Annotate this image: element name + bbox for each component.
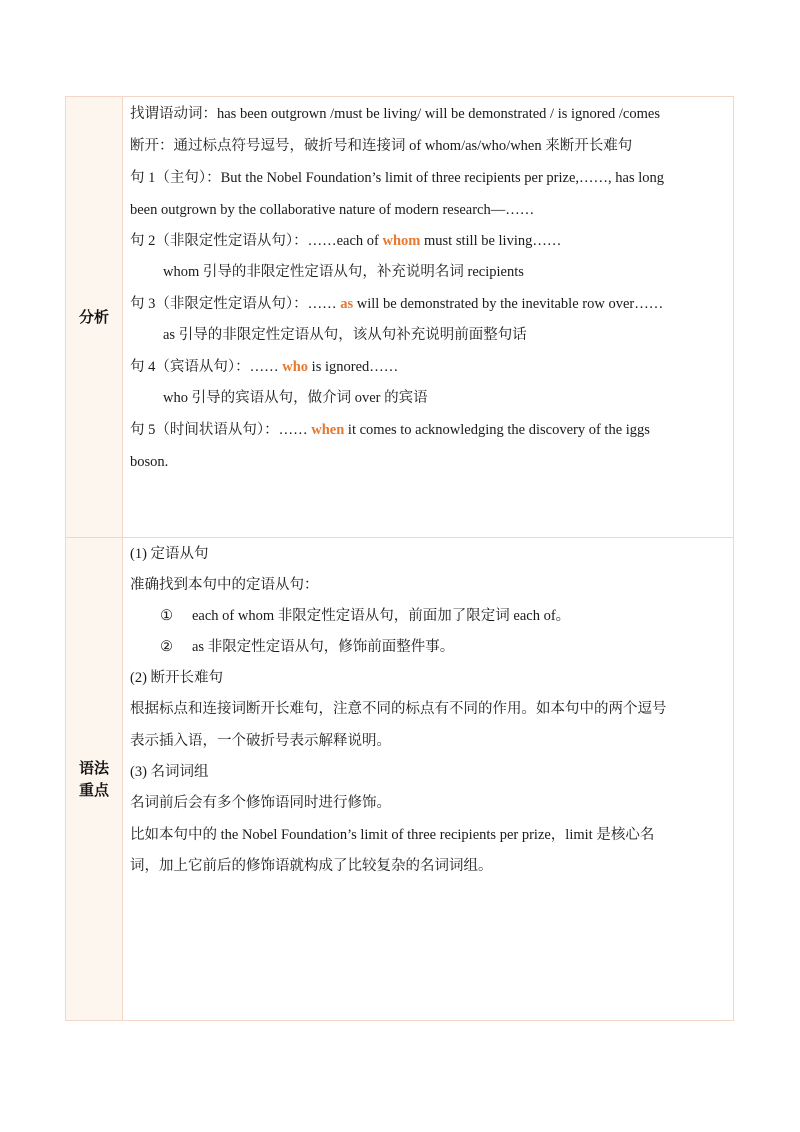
grammar-para-3a: 名词前后会有多个修饰语同时进行修饰。 [130,795,391,811]
sentence-2-post: must still be living…… [420,233,562,249]
grammar-para-2b: 表示插入语，一个破折号表示解释说明。 [130,733,391,749]
sentence-1-cont-line: been outgrown by the collaborative nature of modern research—…… [130,202,535,218]
grammar-heading-1: (1) 定语从句 [130,546,209,562]
sentence-3-post: will be demonstrated by the inevitable row over…… [353,296,664,312]
grammar-para-3b: 比如本句中的 the Nobel Foundation’s limit of three recipients per prize，limit 是核心名 [130,827,655,843]
sentence-3-pre: 句 3（非限定性定语从句）：…… [130,296,341,312]
sentence-5-cont-line: boson. [130,454,169,470]
grammar-content [130,538,727,1020]
grammar-para-1: 准确找到本句中的定语从句： [130,577,319,593]
analysis-label: 分析 [78,308,109,326]
sentence-2-line [130,231,561,251]
sentence-1-line: 句 1（主句）：But the Nobel Foundation’s limit of three recipients per prize,……, has long [130,170,664,186]
keyword-when: when [311,422,345,438]
sentence-5-pre: 句 5（时间状语从句）：…… [130,422,312,438]
grammar-item-1 [160,606,570,626]
sentence-4-pre: 句 4（宾语从句）：…… [130,359,283,375]
sentence-2-pre: 句 2（非限定性定语从句）：……each of [130,233,383,249]
sentence-4-post: is ignored…… [308,359,399,375]
item-1-text: each of whom 非限定性定语从句，前面加了限定词 each of。 [192,608,571,624]
keyword-who: who [282,359,309,375]
sentence-5-line [130,420,650,440]
item-2-text: as 非限定性定语从句，修饰前面整件事。 [192,639,455,655]
grammar-row [66,538,733,1020]
grammar-heading-2: (2) 断开长难句 [130,670,224,686]
grammar-label: 语法 重点 [78,759,109,799]
grammar-para-3c: 词，加上它前后的修饰语就构成了比较复杂的名词词组。 [130,858,493,874]
predicate-line: 找谓语动词：has been outgrown /must be living/ will be demonstrated / is ignored /comes [130,106,660,122]
keyword-as: as [340,296,354,312]
keyword-whom: whom [382,233,421,249]
analysis-row [66,97,733,538]
sentence-4-note: who 引导的宾语从句，做介词 over 的宾语 [163,390,428,406]
sentence-3-note: as 引导的非限定性定语从句，该从句补充说明前面整句话 [163,327,527,343]
grammar-heading-3: (3) 名词词组 [130,764,209,780]
split-line: 断开：通过标点符号逗号，破折号和连接词 of whom/as/who/when 来断开长难句 [130,138,633,154]
sentence-2-note: whom 引导的非限定性定语从句，补充说明名词 recipients [163,264,524,280]
grammar-item-2 [160,637,454,657]
item-1-number: ① [160,608,173,624]
grammar-label-cell [66,538,123,1020]
item-2-number: ② [160,639,173,655]
analysis-label-cell [66,97,123,537]
analysis-content [130,97,727,537]
sentence-4-line [130,357,398,377]
sentence-5-post: it comes to acknowledging the discovery of the iggs [344,422,650,438]
analysis-table [65,96,734,1021]
grammar-para-2a: 根据标点和连接词断开长难句，注意不同的标点有不同的作用。如本句中的两个逗号 [130,701,667,717]
sentence-3-line [130,294,663,314]
